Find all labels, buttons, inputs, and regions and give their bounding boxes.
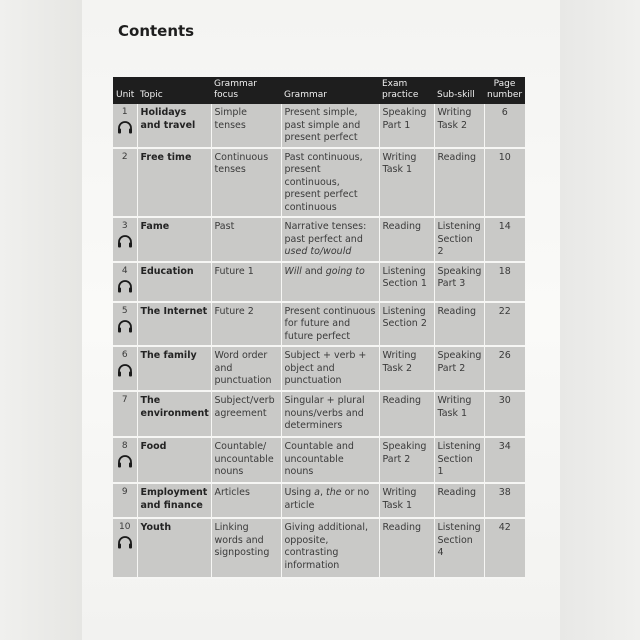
unit-number: 1 xyxy=(121,107,128,117)
grammar-focus-cell: Simple tenses xyxy=(211,104,281,148)
sub-skill-cell: Writing Task 1 xyxy=(434,391,484,437)
grammar-cell: Singular + plural nouns/verbs and determiners xyxy=(281,391,379,437)
page-number-cell: 22 xyxy=(484,302,525,347)
topic-cell: Youth xyxy=(137,518,211,578)
unit-cell xyxy=(113,302,137,347)
headphones-icon xyxy=(117,279,133,293)
grammar-focus-cell: Linking words and signposting xyxy=(211,518,281,578)
table-row xyxy=(113,437,525,483)
grammar-cell xyxy=(281,217,379,262)
grammar-focus-cell: Past xyxy=(211,217,281,262)
sub-skill-cell: Reading xyxy=(434,483,484,518)
contents-table xyxy=(113,77,525,579)
topic-cell: The Internet xyxy=(137,302,211,347)
grammar-text: Using xyxy=(284,487,312,498)
exam-practice-cell: Reading xyxy=(379,391,434,437)
grammar-focus-cell: Articles xyxy=(211,483,281,518)
exam-practice-cell: Reading xyxy=(379,217,434,262)
grammar-cell: Countable and uncountable nouns xyxy=(281,437,379,483)
table-row xyxy=(113,148,525,218)
grammar-cell: Subject + verb + object and punctuation xyxy=(281,346,379,391)
exam-practice-cell: Writing Task 2 xyxy=(379,346,434,391)
headphones-icon xyxy=(117,363,133,377)
grammar-text: and xyxy=(304,265,323,277)
headphones-icon xyxy=(117,535,133,549)
header-row xyxy=(113,77,525,104)
topic-cell: Education xyxy=(137,262,211,302)
column-header-exam-practice: Exam practice xyxy=(379,77,434,104)
unit-number: 4 xyxy=(121,265,128,276)
page-title: Contents xyxy=(118,22,195,40)
headphones-icon xyxy=(117,454,133,468)
page-number-cell: 42 xyxy=(484,518,525,578)
page-number-cell: 14 xyxy=(484,217,525,262)
page-number-cell: 18 xyxy=(484,262,525,302)
unit-cell xyxy=(113,346,137,391)
headphones-icon xyxy=(117,120,133,134)
table-row xyxy=(113,391,525,437)
exam-practice-cell: Listening Section 2 xyxy=(379,302,434,347)
sub-skill-cell: Reading xyxy=(434,148,484,218)
unit-cell xyxy=(113,104,137,148)
exam-practice-cell: Listening Section 1 xyxy=(379,262,434,302)
topic-cell: Holidays and travel xyxy=(137,104,211,148)
unit-cell xyxy=(113,148,137,218)
grammar-cell: Past continuous, present continuous, present perfect continuous xyxy=(281,148,379,218)
unit-number: 6 xyxy=(121,350,128,360)
column-header-topic: Topic xyxy=(137,77,211,104)
sub-skill-cell: Writing Task 2 xyxy=(434,104,484,148)
column-header-grammar: Grammar xyxy=(281,77,379,104)
unit-cell xyxy=(113,437,137,483)
grammar-italic-text: going to xyxy=(325,265,365,277)
topic-cell: Fame xyxy=(137,217,211,262)
grammar-cell: Present continuous for future and future perfect xyxy=(281,302,379,347)
table-row xyxy=(113,518,525,578)
table-row xyxy=(113,483,525,518)
unit-number: 5 xyxy=(121,305,128,316)
page-number-cell: 34 xyxy=(484,437,525,483)
table-row xyxy=(113,262,525,302)
sub-skill-cell: Speaking Part 2 xyxy=(434,346,484,391)
sub-skill-cell: Listening Section 2 xyxy=(434,217,484,262)
headphones-icon xyxy=(117,319,133,333)
grammar-focus-cell: Word order and punctuation xyxy=(211,346,281,391)
grammar-focus-cell: Future 2 xyxy=(211,302,281,347)
grammar-text: or no article xyxy=(284,487,370,511)
headphones-icon xyxy=(117,234,133,248)
grammar-focus-cell: Continuous tenses xyxy=(211,148,281,218)
grammar-italic-text: the xyxy=(326,487,342,498)
unit-cell xyxy=(113,518,137,578)
column-header-page-number: Page number xyxy=(484,77,525,104)
unit-number: 8 xyxy=(121,441,128,451)
grammar-italic-text: Will xyxy=(284,265,302,277)
unit-number: 7 xyxy=(121,395,128,405)
unit-cell xyxy=(113,391,137,437)
grammar-cell xyxy=(281,483,379,518)
grammar-text: Narrative tenses: past perfect and xyxy=(284,221,367,245)
grammar-cell: Giving additional, opposite, contrasting information xyxy=(281,518,379,578)
sub-skill-cell: Speaking Part 3 xyxy=(434,262,484,302)
grammar-italic-text: a xyxy=(314,487,320,498)
table-row xyxy=(113,217,525,262)
table-row xyxy=(113,104,525,148)
exam-practice-cell: Writing Task 1 xyxy=(379,483,434,518)
page-number-cell: 26 xyxy=(484,346,525,391)
grammar-focus-cell: Countable/ uncountable nouns xyxy=(211,437,281,483)
topic-cell: Employment and finance xyxy=(137,483,211,518)
grammar-italic-text: used to/would xyxy=(284,246,352,257)
exam-practice-cell: Writing Task 1 xyxy=(379,148,434,218)
topic-cell: Free time xyxy=(137,148,211,218)
unit-cell xyxy=(113,483,137,518)
grammar-separator: , xyxy=(319,487,323,498)
topic-cell: The family xyxy=(137,346,211,391)
grammar-cell xyxy=(281,262,379,302)
unit-cell xyxy=(113,217,137,262)
page-number-cell: 10 xyxy=(484,148,525,218)
page-number-cell: 6 xyxy=(484,104,525,148)
unit-cell xyxy=(113,262,137,302)
sub-skill-cell: Reading xyxy=(434,302,484,347)
table-row xyxy=(113,302,525,347)
sub-skill-cell: Listening Section 4 xyxy=(434,518,484,578)
page-number-cell: 30 xyxy=(484,391,525,437)
unit-number: 3 xyxy=(121,221,128,231)
page-left-edge xyxy=(0,0,82,640)
grammar-cell: Present simple, past simple and present perfect xyxy=(281,104,379,148)
exam-practice-cell: Reading xyxy=(379,518,434,578)
table-row xyxy=(113,346,525,391)
exam-practice-cell: Speaking Part 2 xyxy=(379,437,434,483)
page-right-edge xyxy=(560,0,640,640)
page-number-cell: 38 xyxy=(484,483,525,518)
grammar-focus-cell: Subject/verb agreement xyxy=(211,391,281,437)
exam-practice-cell: Speaking Part 1 xyxy=(379,104,434,148)
unit-number: 9 xyxy=(121,487,128,497)
grammar-focus-cell: Future 1 xyxy=(211,262,281,302)
column-header-sub-skill: Sub-skill xyxy=(434,77,484,104)
column-header-grammar-focus: Grammar focus xyxy=(211,77,281,104)
unit-number: 10 xyxy=(119,522,131,532)
sub-skill-cell: Listening Section 1 xyxy=(434,437,484,483)
column-header-unit: Unit xyxy=(113,77,137,104)
topic-cell: Food xyxy=(137,437,211,483)
unit-number: 2 xyxy=(121,151,128,162)
topic-cell: The environment xyxy=(137,391,211,437)
